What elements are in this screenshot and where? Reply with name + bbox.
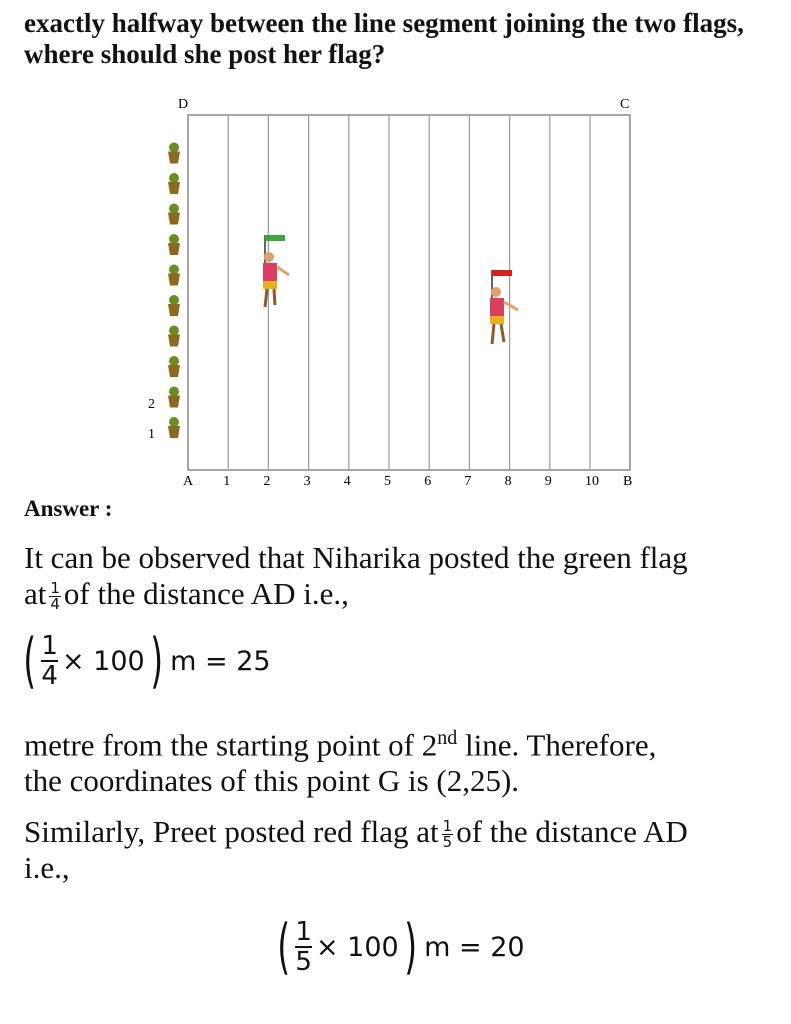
eq2-den: 5: [295, 947, 312, 977]
para2-text1: metre from the starting point of 2: [24, 727, 438, 763]
para2-sup: nd: [437, 727, 458, 749]
para1-at: at: [24, 576, 47, 611]
flower-pot: [168, 265, 180, 286]
para2-line1: [24, 720, 784, 763]
x-label: 1: [223, 474, 231, 489]
answer-label: Answer :: [24, 496, 113, 521]
field-border: [188, 115, 630, 470]
frac-num: 1: [442, 817, 453, 836]
para1-line2: [24, 576, 784, 612]
flower-pot: [168, 387, 180, 408]
frac-num: 1: [50, 579, 60, 598]
flower-pot: [168, 173, 180, 194]
eq2-unit: m = 20: [424, 931, 525, 963]
frac-den: 5: [442, 833, 453, 852]
equation-1: ( $\frac{1}{4}$ × 100 ) m = 25: [23, 626, 271, 696]
paragraph-2: [24, 720, 784, 799]
eq1-unit: m = 25: [170, 645, 271, 677]
paragraph-3: [24, 814, 784, 886]
x-label: 8: [504, 474, 512, 489]
question-text: exactly halfway between the line segment joining the two flags, where should she post her flag?: [24, 8, 744, 69]
flower-pot: [168, 326, 180, 347]
flower-pot: [168, 417, 180, 438]
fraction-1-5: [442, 819, 454, 850]
green-flag: [265, 235, 285, 241]
x-axis-labels: [183, 474, 632, 489]
para3-line2: i.e.,: [24, 850, 70, 886]
eq1-den: 4: [41, 661, 58, 691]
flower-pots: [168, 143, 180, 439]
x-label: 7: [464, 474, 472, 489]
flower-pot: [168, 143, 180, 164]
equation-2: ( $\frac{1}{5}$ × 100 ) m = 20: [277, 912, 525, 982]
para1-rest: of the distance AD i.e.,: [63, 576, 349, 611]
x-label: A: [183, 474, 194, 489]
paragraph-1: [24, 540, 784, 612]
para3-line1: [24, 814, 784, 850]
eq2-fraction: [295, 918, 312, 976]
green-flag-runner: [263, 235, 289, 307]
eq1-times: × 100: [61, 645, 145, 677]
x-label: 6: [424, 474, 432, 489]
label-c: C: [620, 97, 630, 112]
flower-pot: [168, 356, 180, 377]
para3-text2: of the distance AD: [456, 814, 688, 849]
y-label-1: 1: [148, 427, 155, 442]
track-figure: [140, 90, 650, 490]
x-label: 4: [343, 474, 351, 489]
para3-text1: Similarly, Preet posted red flag at: [24, 814, 439, 849]
para2-line2: the coordinates of this point G is (2,25).: [24, 763, 520, 799]
eq1-num: 1: [41, 631, 58, 661]
label-d: D: [178, 97, 189, 112]
vertical-lines: [228, 115, 590, 470]
para2-text2: line. Therefore,: [457, 727, 657, 763]
fraction-1-4: [49, 581, 61, 612]
x-label: 3: [303, 474, 311, 489]
x-label: 2: [263, 474, 271, 489]
para1-line1: It can be observed that Niharika posted the green flag: [24, 540, 688, 575]
eq2-times: × 100: [315, 931, 399, 963]
flower-pot: [168, 204, 180, 225]
eq2-num: 1: [295, 917, 312, 947]
frac-den: 4: [50, 595, 60, 614]
flower-pot: [168, 295, 180, 316]
eq1-fraction: [41, 632, 58, 690]
red-flag: [492, 270, 512, 276]
x-label: 9: [544, 474, 552, 489]
x-label: 5: [384, 474, 391, 489]
y-label-2: 2: [148, 397, 155, 412]
x-label: 10: [585, 474, 599, 489]
x-label: B: [623, 474, 633, 489]
flower-pot: [168, 234, 180, 255]
red-flag-runner: [490, 270, 518, 344]
